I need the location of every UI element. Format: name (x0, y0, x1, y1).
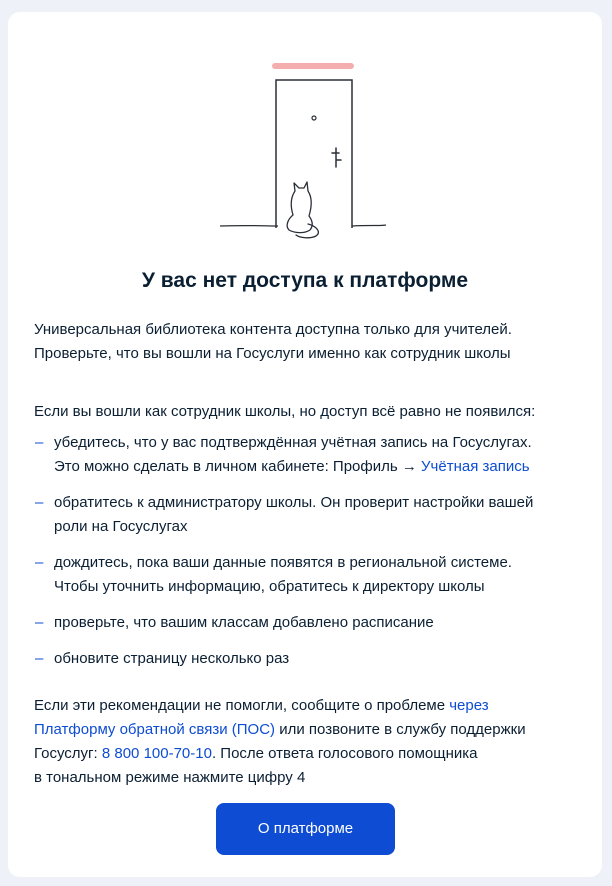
account-link[interactable]: Учётная запись (421, 458, 530, 475)
dash-marker: – (35, 554, 44, 571)
tip-line: обратитесь к администратору школы. Он проверит настройки вашей (54, 494, 534, 511)
support-text (34, 694, 580, 790)
feedback-platform-link[interactable]: через (449, 697, 489, 714)
support-phone-link[interactable]: 8 800 100-70-10 (101, 745, 212, 762)
tip-line: обновите страницу несколько раз (54, 650, 290, 667)
support-text-part: Госуслуг: (34, 745, 102, 762)
cat-icon (287, 182, 318, 238)
tips-list (34, 431, 580, 683)
cat-at-door-illustration (208, 50, 388, 250)
support-text-part: или позвоните в службу поддержки (275, 721, 526, 738)
support-text-part: Если эти рекомендации не помогли, сообщите о проблеме (34, 697, 450, 714)
list-item (34, 491, 580, 539)
support-line (34, 694, 580, 718)
dash-marker: – (35, 434, 44, 451)
tip-line: проверьте, что вашим классам добавлено расписание (54, 614, 434, 631)
about-platform-button[interactable]: О платформе (216, 803, 395, 855)
support-text-part: . После ответа голосового помощника (211, 745, 478, 762)
lamp-glow (272, 63, 354, 69)
access-denied-card (8, 12, 602, 877)
list-item (34, 647, 580, 671)
dash-marker: – (35, 650, 44, 667)
door-peephole (312, 116, 316, 120)
tip-line (54, 455, 580, 479)
dash-marker: – (35, 614, 44, 631)
door-frame (276, 80, 352, 228)
support-line (34, 718, 580, 742)
support-line: в тональном режиме нажмите цифру 4 (34, 769, 306, 786)
door-handle (332, 148, 341, 167)
support-line (34, 742, 580, 766)
tip-line: убедитесь, что у вас подтверждённая учётная запись на Госуслугах. (54, 434, 532, 451)
tip-line: роли на Госуслугах (54, 518, 188, 535)
tip-line: Чтобы уточнить информацию, обратитесь к директору школы (54, 578, 485, 595)
list-item (34, 431, 580, 479)
tip-text: Это можно сделать в личном кабинете: Профиль → (54, 458, 422, 475)
intro-line: Проверьте, что вы вошли на Госуслуги именно как сотрудник школы (34, 345, 511, 362)
lead-text (34, 400, 580, 424)
list-item (34, 551, 580, 599)
dash-marker: – (35, 494, 44, 511)
feedback-platform-link[interactable]: Платформу обратной связи (ПОС) (34, 721, 276, 738)
intro-text (34, 318, 580, 366)
page-title: У вас нет доступа к платформе (141, 269, 469, 292)
intro-line: Универсальная библиотека контента доступна только для учителей. (34, 321, 512, 338)
list-item (34, 611, 580, 635)
lead-line: Если вы вошли как сотрудник школы, но доступ всё равно не появился: (34, 403, 536, 420)
tip-line: дождитесь, пока ваши данные появятся в региональной системе. (54, 554, 512, 571)
